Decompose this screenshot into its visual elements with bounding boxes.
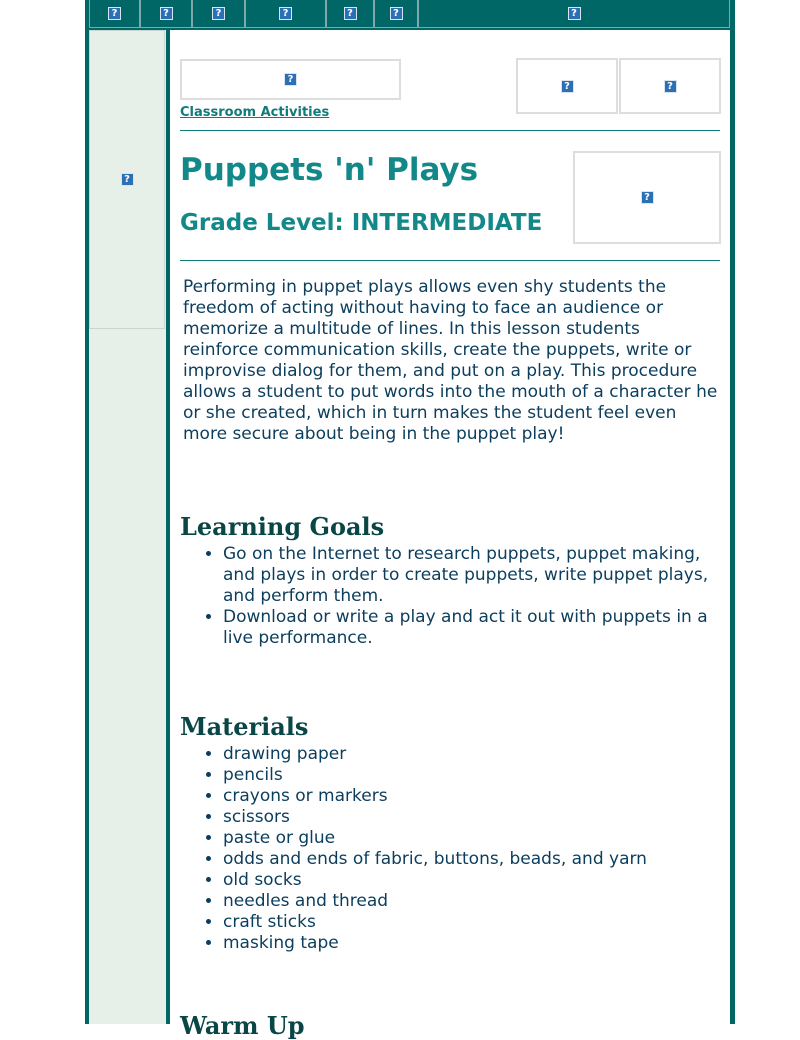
grade-level: Grade Level: INTERMEDIATE bbox=[180, 210, 543, 236]
nav-item-7[interactable] bbox=[418, 0, 730, 28]
nav-item-6[interactable] bbox=[374, 0, 418, 28]
list-item: • pencils bbox=[223, 765, 723, 786]
broken-image-icon: ? bbox=[160, 7, 173, 20]
breadcrumb-classroom-activities[interactable]: Classroom Activities bbox=[180, 105, 330, 120]
broken-image-icon: ? bbox=[284, 73, 297, 86]
lesson-image bbox=[573, 151, 721, 244]
nav-item-3[interactable] bbox=[192, 0, 245, 28]
broken-image-icon: ? bbox=[279, 7, 292, 20]
sidebar bbox=[89, 30, 166, 1024]
top-navigation-bar bbox=[89, 0, 730, 30]
learning-goals-list bbox=[180, 544, 723, 649]
column-divider bbox=[166, 30, 170, 1024]
banner-image bbox=[180, 59, 401, 100]
broken-image-icon: ? bbox=[108, 7, 121, 20]
broken-image-icon: ? bbox=[212, 7, 225, 20]
learning-goals-heading: Learning Goals bbox=[180, 512, 385, 541]
list-item: • old socks bbox=[223, 870, 723, 891]
list-item: • crayons or markers bbox=[223, 786, 723, 807]
nav-item-5[interactable] bbox=[326, 0, 374, 28]
nav-item-4[interactable] bbox=[245, 0, 326, 28]
broken-image-icon: ? bbox=[561, 80, 574, 93]
header-image-link-1[interactable] bbox=[516, 58, 618, 114]
list-item: • masking tape bbox=[223, 933, 723, 954]
broken-image-icon: ? bbox=[664, 80, 677, 93]
warm-up-heading: Warm Up bbox=[180, 1011, 305, 1040]
list-item: • paste or glue bbox=[223, 828, 723, 849]
materials-list bbox=[180, 744, 723, 954]
broken-image-icon: ? bbox=[641, 191, 654, 204]
page-title: Puppets 'n' Plays bbox=[180, 152, 479, 188]
list-item: • Go on the Internet to research puppets, puppet making, and plays in order to create puppets, write puppet plays, and perform them. bbox=[223, 544, 723, 607]
list-item: • scissors bbox=[223, 807, 723, 828]
next-section-heading-clipped bbox=[180, 1011, 480, 1040]
list-item: • needles and thread bbox=[223, 891, 723, 912]
broken-image-icon: ? bbox=[121, 173, 134, 186]
nav-item-1[interactable] bbox=[89, 0, 140, 28]
materials-heading: Materials bbox=[180, 712, 309, 741]
nav-item-2[interactable] bbox=[140, 0, 192, 28]
divider-line bbox=[180, 260, 720, 261]
broken-image-icon: ? bbox=[344, 7, 357, 20]
sidebar-image bbox=[89, 30, 165, 329]
list-item: • craft sticks bbox=[223, 912, 723, 933]
divider-line bbox=[180, 130, 720, 131]
broken-image-icon: ? bbox=[390, 7, 403, 20]
header-image-link-2[interactable] bbox=[619, 58, 721, 114]
broken-image-icon: ? bbox=[568, 7, 581, 20]
page-border-right bbox=[730, 0, 735, 1024]
list-item: • drawing paper bbox=[223, 744, 723, 765]
lesson-intro: Performing in puppet plays allows even shy students the freedom of acting without having to face an audience or memorize a multitude of lines. In this lesson students reinforce communication skills, create the puppets, write or improvise dialog for them, and put on a play. This procedure allows a student to put words into the mouth of a character he or she created, which in turn makes the student feel even more secure about being in the puppet play! bbox=[183, 277, 718, 444]
list-item: • odds and ends of fabric, buttons, beads, and yarn bbox=[223, 849, 723, 870]
list-item: • Download or write a play and act it out with puppets in a live performance. bbox=[223, 607, 723, 649]
